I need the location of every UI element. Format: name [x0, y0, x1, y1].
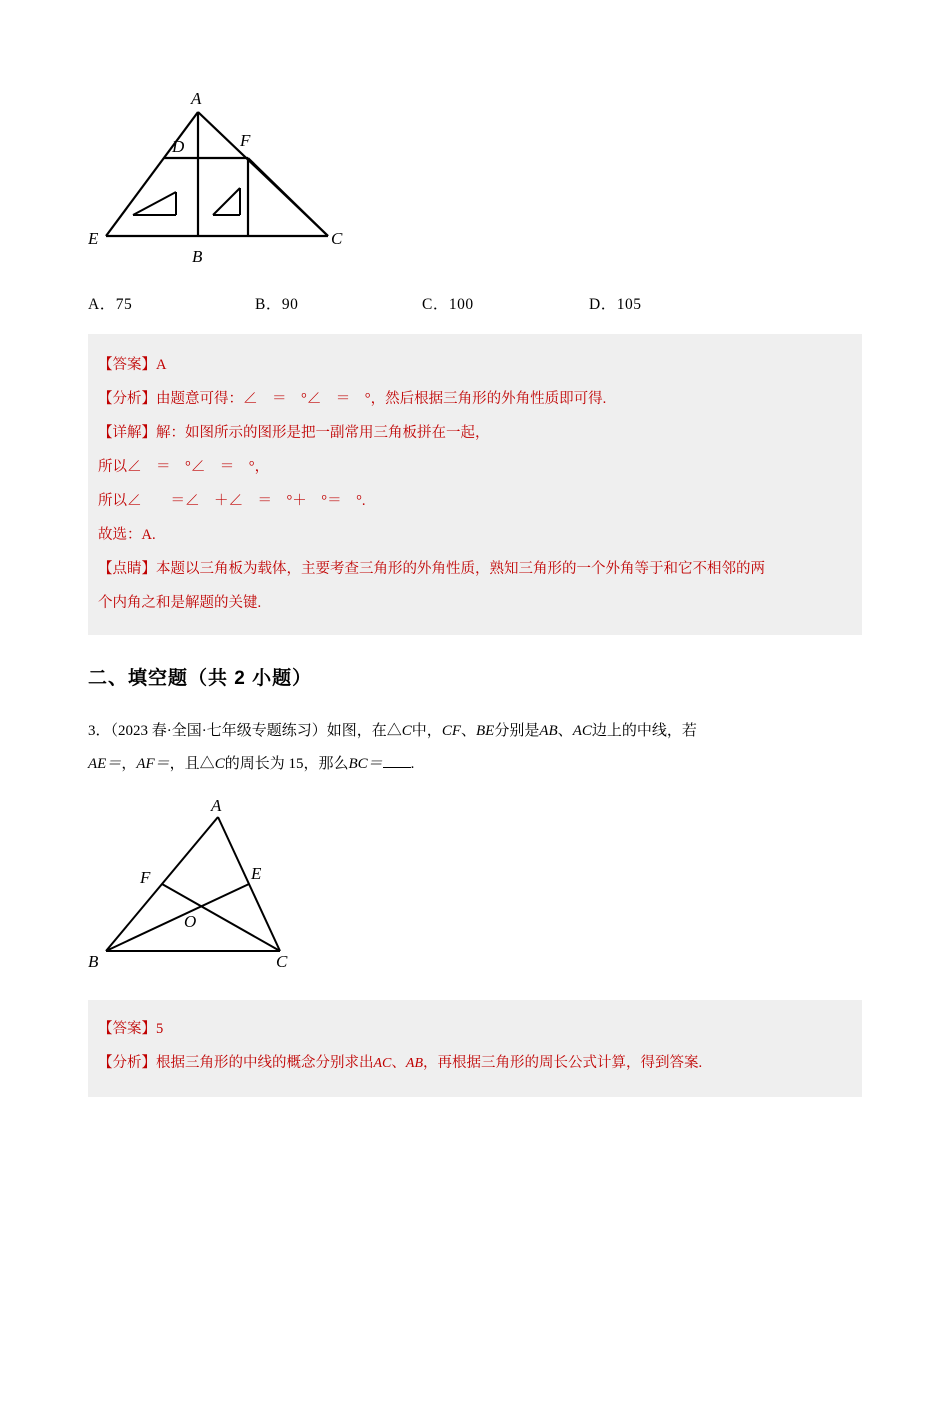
analysis-text: 由题意可得：∠ ＝ °∠ ＝ °，然后根据三角形的外角性质即可得.	[156, 391, 607, 408]
figure-triangle-medians	[88, 799, 862, 984]
var-bc: BC＝	[348, 756, 383, 772]
question-text-b: 中，	[411, 722, 442, 739]
question-3-line-2	[88, 749, 862, 781]
answer-explanation-block-2	[88, 1000, 862, 1098]
figure1-label-D: D	[172, 137, 185, 156]
analysis2-text-a: 根据三角形的中线的概念分别求出	[156, 1055, 374, 1072]
figure2-svg	[88, 799, 388, 984]
option-a[interactable]: A．75	[88, 296, 133, 313]
section-heading-fill-blank: 二、填空题（共 2 小题）	[88, 667, 313, 689]
var-ac: AC	[572, 722, 592, 739]
detail-text: 解：如图所示的图形是把一副常用三角板拼在一起，	[156, 425, 490, 442]
line2-sep-1: ，	[121, 756, 137, 772]
figure2-label-B: B	[88, 951, 99, 971]
figure1-label-F: F	[240, 131, 251, 150]
figure-triangle-rulers	[88, 84, 862, 284]
var-cf: CF	[441, 722, 461, 739]
question-text-c: 分别是	[494, 722, 540, 739]
question-text-d: 边上的中线，若	[591, 722, 697, 739]
answer-line-summary-cont: 个内角之和是解题的关键.	[98, 595, 262, 612]
figure1-label-B: B	[192, 247, 203, 266]
var-abc: C	[401, 722, 412, 739]
question-text-a: 如图，在△	[326, 722, 402, 739]
figure1-label-A: A	[191, 89, 202, 108]
question-3-line-1	[88, 716, 862, 748]
answer-explanation-block-1	[88, 334, 862, 635]
answer-line-choice: 故选：A.	[98, 527, 156, 544]
line2-text: 的周长为 15，那么	[224, 756, 349, 772]
answer-line-detail	[98, 416, 852, 450]
analysis-label: 【分析】	[98, 391, 156, 408]
option-c[interactable]: C．100	[422, 296, 474, 313]
question-3	[88, 716, 862, 781]
analysis2-text-b: ，再根据三角形的周长公式计算，得到答案.	[423, 1055, 703, 1072]
answer-line-5: 所以∠ ＝∠ ＋∠ ＝ °＋ °＝ °.	[98, 493, 366, 510]
figure2-label-F: F	[140, 867, 151, 887]
figure2-label-A: A	[211, 798, 222, 815]
question-source: （2023 春·全国·七年级专题练习）	[110, 722, 327, 739]
var-be: BE	[476, 722, 495, 739]
answer-options	[88, 292, 862, 314]
analysis2-var-ab: AB	[405, 1056, 423, 1072]
answer2-line-answer: 【答案】5	[98, 1020, 164, 1037]
analysis2-label: 【分析】	[98, 1055, 156, 1072]
var-af: AF＝	[136, 756, 170, 772]
option-d[interactable]: D．105	[589, 296, 642, 313]
var-ae: AE＝	[88, 756, 122, 772]
figure2-label-E: E	[251, 863, 262, 883]
figure1-svg	[88, 84, 418, 284]
answer2-line-analysis	[98, 1046, 852, 1081]
line2-sep-2: ，且△	[169, 756, 215, 772]
detail-label: 【详解】	[98, 425, 156, 442]
figure1-label-E: E	[88, 229, 99, 248]
figure1-label-C: C	[331, 229, 343, 248]
analysis2-var-ac: AC	[373, 1056, 392, 1072]
sep-1: 、	[460, 722, 476, 739]
answer-line-analysis	[98, 382, 852, 416]
option-b[interactable]: B．90	[255, 296, 299, 313]
figure2-label-O: O	[184, 911, 197, 931]
document-page	[0, 84, 950, 1428]
answer-blank[interactable]	[383, 767, 411, 768]
sep-2: 、	[557, 722, 573, 739]
summary-text: 本题以三角板为载体，主要考查三角形的外角性质，熟知三角形的一个外角等于和它不相邻的两	[156, 561, 765, 578]
answer-line-4: 所以∠ ＝ °∠ ＝ °，	[98, 459, 270, 476]
line2-end: .	[410, 756, 415, 772]
summary-label: 【点睛】	[98, 561, 156, 578]
var-tri-abc: C	[214, 756, 225, 772]
question-number: 3．	[88, 722, 111, 739]
answer-line-summary	[98, 552, 852, 586]
analysis2-sep: 、	[391, 1055, 406, 1072]
figure2-label-C: C	[276, 951, 288, 971]
answer-line-answer: 【答案】A	[98, 357, 167, 373]
var-ab: AB	[539, 722, 558, 739]
